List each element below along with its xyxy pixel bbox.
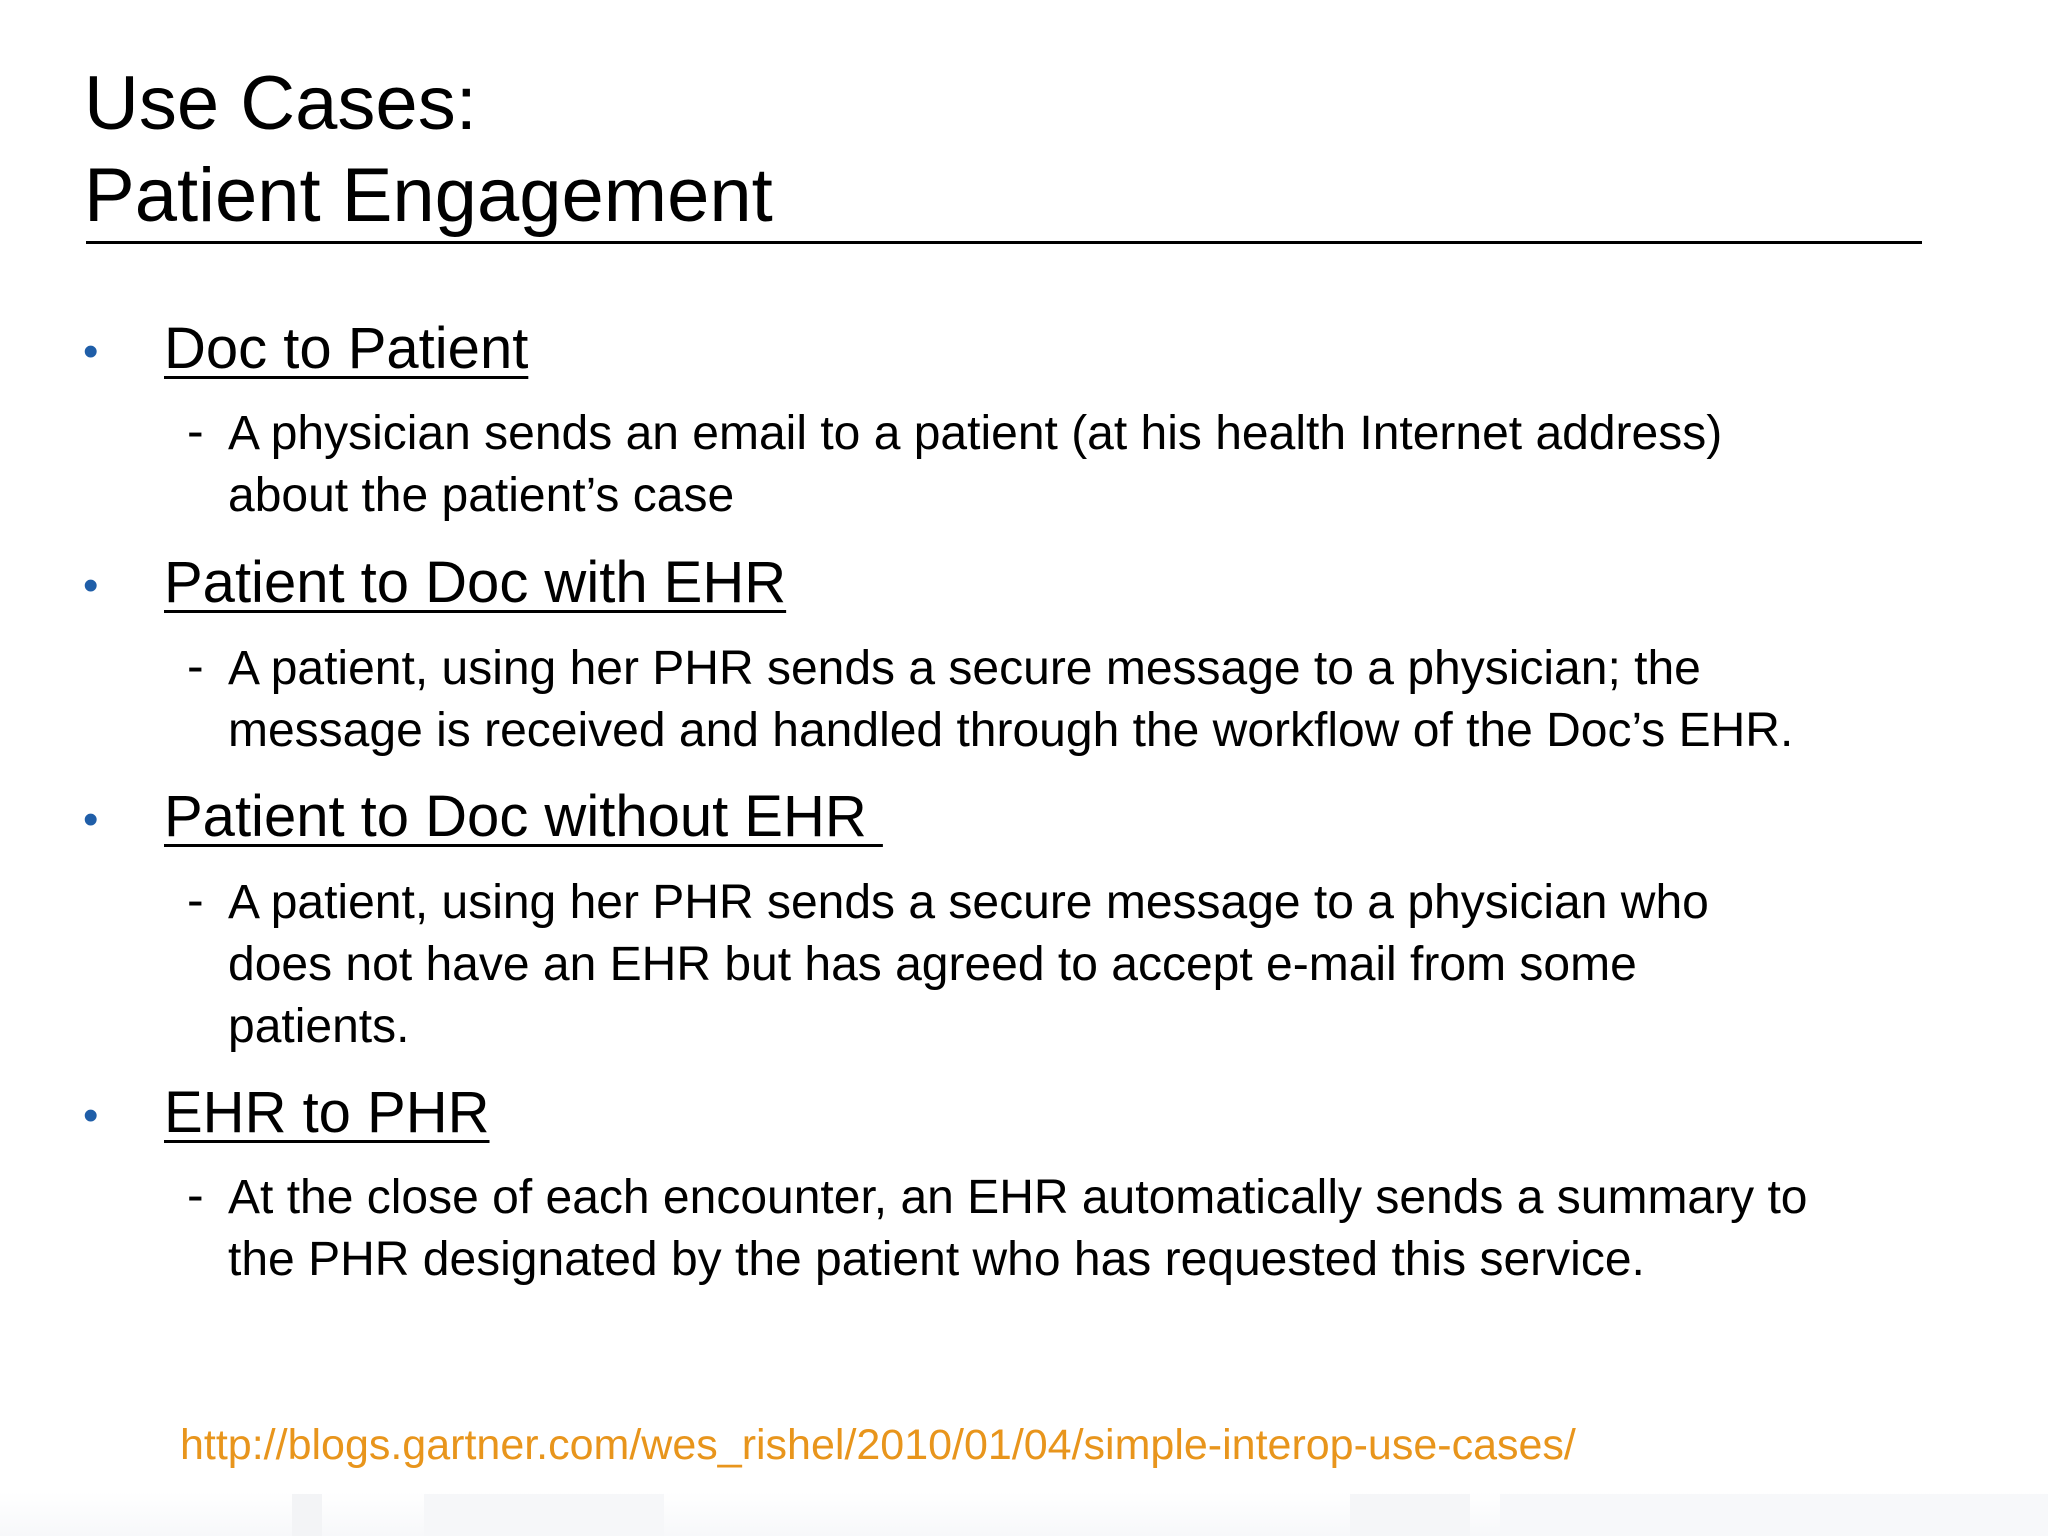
description-line: patients. xyxy=(228,1000,410,1053)
bullet-icon: • xyxy=(83,561,99,610)
title-line-2: Patient Engagement xyxy=(84,153,773,238)
description-line: A patient, using her PHR sends a secure message to a physician; the xyxy=(228,642,1701,695)
use-case-heading: Patient to Doc without EHR xyxy=(164,784,883,849)
use-case-description xyxy=(228,1167,1948,1291)
dash-marker: - xyxy=(187,872,204,928)
source-link[interactable]: http://blogs.gartner.com/wes_rishel/2010/01/04/simple-interop-use-cases/ xyxy=(180,1421,1576,1469)
title-line-1: Use Cases: xyxy=(84,61,477,146)
use-case-description xyxy=(228,638,1948,762)
description-line: the PHR designated by the patient who has requested this service. xyxy=(228,1233,1645,1286)
bullet-icon: • xyxy=(83,1091,99,1140)
description-line: does not have an EHR but has agreed to accept e-mail from some xyxy=(228,938,1637,991)
dash-marker: - xyxy=(187,1167,204,1223)
description-line: message is received and handled through the workflow of the Doc’s EHR. xyxy=(228,704,1794,757)
bullet-icon: • xyxy=(83,795,99,844)
description-line: A physician sends an email to a patient (at his health Internet address) xyxy=(228,407,1723,460)
dash-marker: - xyxy=(187,403,204,459)
description-line: A patient, using her PHR sends a secure message to a physician who xyxy=(228,876,1709,929)
use-case-description xyxy=(228,872,1948,1058)
use-case-heading: EHR to PHR xyxy=(164,1080,490,1145)
use-case-heading: Doc to Patient xyxy=(164,316,529,381)
description-line: At the close of each encounter, an EHR automatically sends a summary to xyxy=(228,1171,1808,1224)
use-case-heading: Patient to Doc with EHR xyxy=(164,550,787,615)
background-block xyxy=(292,1494,322,1536)
description-line: about the patient’s case xyxy=(228,469,735,522)
background-block xyxy=(1500,1494,2048,1536)
use-case-description xyxy=(228,403,1948,527)
background-block xyxy=(1350,1494,1470,1536)
dash-marker: - xyxy=(187,638,204,694)
bullet-icon: • xyxy=(83,327,99,376)
background-block xyxy=(424,1494,664,1536)
